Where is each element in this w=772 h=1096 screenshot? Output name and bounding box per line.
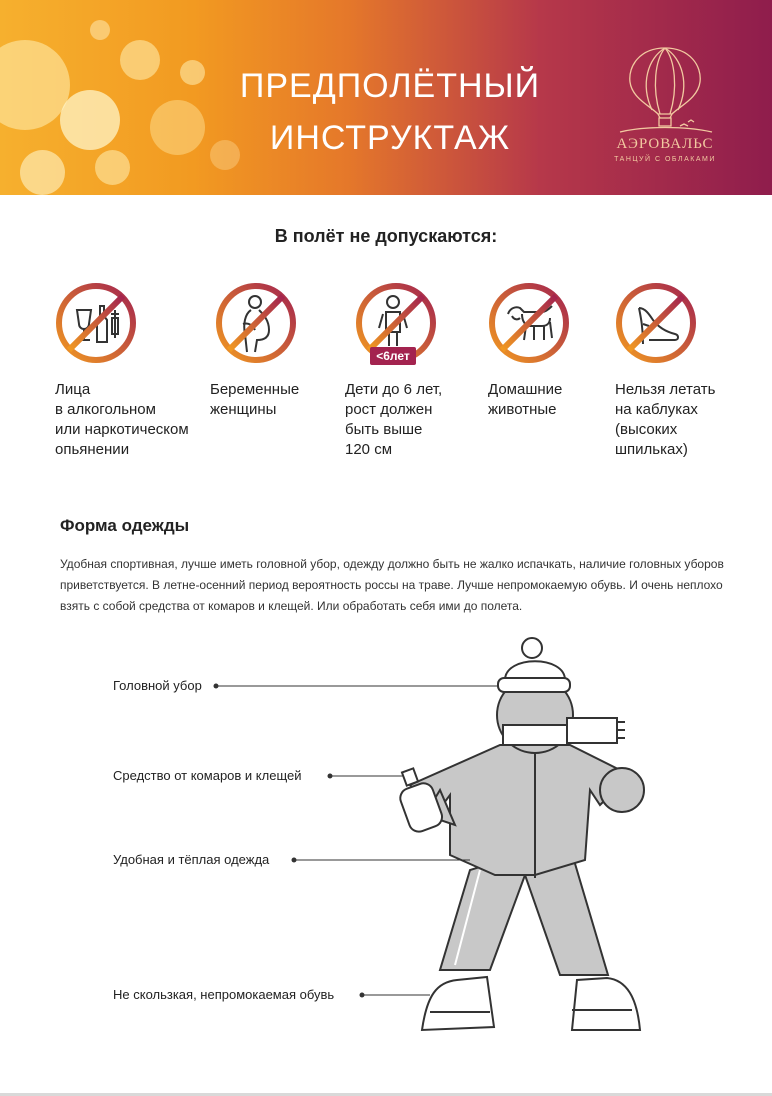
clothing-description: Удобная спортивная, лучше иметь головной убор, одежду должно быть не жалко испачкать, наличие головных уборов приветствуется. В летне-осенний период вероятность россы на траве. Лучше непромокаемую обувь. И очень неплохо взять с собой средства от комаров и клещей. Или обработать себя ими до полета. [60, 557, 724, 613]
clothing-heading: Форма одежды [60, 516, 190, 535]
logo-name: АЭРОВАЛЬС [616, 136, 714, 152]
logo-tagline: ТАНЦУЙ С ОБЛАКАМИ [614, 156, 716, 163]
item-label-pregnant: Беременные женщины [210, 381, 300, 418]
item-label-pets: Домашние животные [488, 381, 563, 418]
not-allowed-heading: В полёт не допускаются: [274, 226, 498, 246]
age-limit-badge: <6лет [370, 347, 416, 365]
callout-shoes: Не скользкая, непромокаемая обувь [113, 987, 335, 1002]
callout-hat: Головной убор [113, 678, 202, 693]
callout-clothes: Удобная и тёплая одежда [113, 852, 270, 867]
page-title-line-2: ИНСТРУКТАЖ [269, 119, 511, 157]
item-label-child: Дети до 6 лет, рост должен быть выше 120 см [345, 381, 443, 458]
item-label-heels: Нельзя летать на каблуках (высоких шпильках) [615, 381, 716, 458]
callout-repellent: Средство от комаров и клещей [113, 768, 302, 783]
page-title-line-1: ПРЕДПОЛЁТНЫЙ [239, 67, 541, 105]
item-label-alcohol: Лица в алкогольном или наркотическом опьянении [55, 381, 189, 458]
